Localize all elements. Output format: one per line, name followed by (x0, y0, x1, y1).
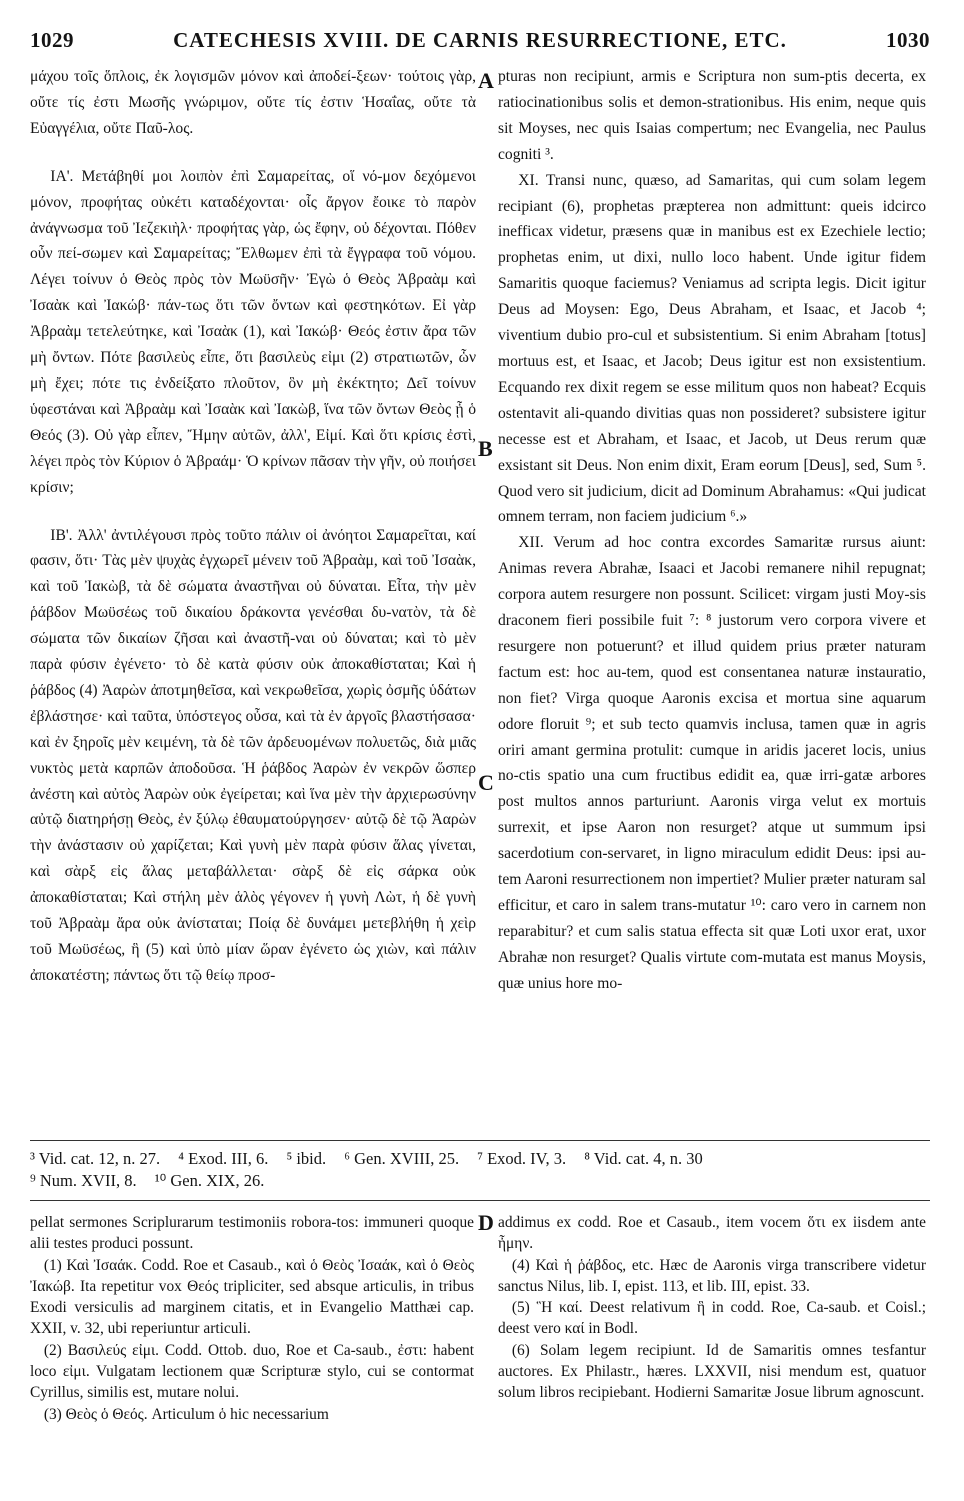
footnotes-left (30, 1212, 474, 1425)
footnote-continuation: pellat sermones Scriplurarum testimoniis robora-tos: immuneri quoque alii testes produci possunt. (30, 1214, 474, 1253)
margin-marker-c: C (478, 770, 494, 795)
greek-section-12: ΙΒ'. Ἀλλ' ἀντιλέγουσι πρὸς τοῦτο πάλιν οἱ ἀνόητοι Σαμαρεῖται, καί φασιν, ὅτι· Τὰς μὲν ψυχὰς ἐγχωρεῖ μένειν τοῦ Ἀβραὰμ, καὶ τοῦ Ἰσαὰκ, καὶ τοῦ Ἰακὼβ, τὰ δὲ σώματα ἀναστῆναι οὐ δύναται. Εἶτα, τὴν μὲν ῥάβδον Μωϋσέως τοῦ δικαίου δράκοντα γενέσθαι δυ-νατὸν, τὰ δὲ σώματα τῶν δικαίων ζῆσαι καὶ ἀναστῆ-ναι οὐ δύναται; καὶ τὸ μὲν παρὰ φύσιν ἐγένετο· τὸ δὲ κατὰ φύσιν οὐκ ἀποκαθίσταται; Καὶ ἡ ῥάβδος (4) Ἀαρὼν ἀποτμηθεῖσα, καὶ νεκρωθεῖσα, χωρὶς ὀσμῆς ὑδάτων ἐβλάστησε· καὶ ταῦτα, ὑπόστεγος οὖσα, καὶ τὰ ἐν ἀργοῖς βλαστήσασα· καὶ ἐν ξηροῖς μὲν κειμένη, τὰ δὲ τῶν ἀρδευομένων πολυετῶς, διὰ μιᾶς νυκτὸς μετὰ καρπῶν ἀποδοῦσα. Ἡ ῥάβδος Ἀαρὼν ἐν νεκρῶν ὥσπερ ἀνέστη καὶ αὐτὸς Ἀαρὼν οὐκ ἐγείρεται; καὶ ἵνα μὲν τὴν ἀρχιερωσύνην αὐτῷ διατηρήσῃ Θεὸς, ἐν ξύλῳ ἐθαυματούργησεν· αὐτῷ δὲ τῷ Ἀαρὼν τὴν ἀνάστασιν οὐ χαρίζεται; Καὶ γυνὴ μὲν παρὰ φύσιν ἅλας γίνεται, καὶ σὰρξ εἰς ἅλας μεταβάλλεται· σὰρξ δὲ εἰς σάρκα οὐκ ἀποκαθίσταται; Καὶ στήλη μὲν ἁλὸς γέγονεν ἡ γυνὴ Λὼτ, ἡ δὲ γυνὴ τοῦ Ἀβραὰμ ἄρα οὐκ ἀνίσταται; Ποίᾳ δὲ δυνάμει μετεβλήθη ἡ χεὶρ τοῦ Μωϋσέως, ἣ (5) καὶ ὑπὸ μίαν ὥραν ἐγένετο ὡς χιὼν, καὶ πάλιν ἀποκατέστη; πάντως ὅτι τῷ θείῳ προσ- (30, 526, 476, 984)
reference: ⁹ Num. XVII, 8. (30, 1171, 137, 1190)
margin-marker-b: B (478, 436, 493, 461)
latin-paragraph-1: pturas non recipiunt, armis e Scriptura non sum-ptis decerta, ex ratiocinationibus solis et demon-strationibus. His enim, neque quis sit Moyses, nec quis Isaias compertum; nec Evangelia, nec Paulus cogniti ³. (498, 68, 926, 163)
page-number-left: 1029 (30, 28, 74, 52)
reference: ⁸ Vid. cat. 4, n. 30 (584, 1149, 703, 1168)
reference: ⁶ Gen. XVIII, 25. (344, 1149, 460, 1168)
reference: ⁵ ibid. (286, 1149, 327, 1168)
footnote-6: (6) Solam legem recipiunt. Id de Samaritis omnes tesfantur auctores. Ex Philastr., hæres. LXXVII, nisi mendum est, quatuor solum libros recipiebant. Hodierni Samaritæ Josue librum agnoscunt. (498, 1341, 926, 1402)
reference: ⁷ Exod. IV, 3. (477, 1149, 567, 1168)
footnotes-right (498, 1212, 926, 1404)
notes-divider (30, 1200, 930, 1201)
reference: ¹⁰ Gen. XIX, 26. (154, 1171, 265, 1190)
latin-section-12: XII. Verum ad hoc contra excordes Samaritæ rursus aiunt: Animas revera Abrahæ, Isaaci et Jacobi remanere nihil repugnat; corpora autem resurgere non possunt. Scilicet: virgam justi Moy-sis draconem fieri possibile fuit ⁷: ⁸ justorum vero corpora vivere et resurgere non potuerunt? et illud quidem prius præter naturam factum est: hoc au-tem, quod est consentanea naturæ instauratio, non fiet? Virga quoque Aaronis excisa et mortua sine aquarum odore floruit ⁹; et sub tecto quamvis inclusa, tamen quæ in agris oriri amant germina protulit: cumque in aridis jaceret locis, unius no-ctis spatio una cum fructibus edidit ea, quæ irri-gatæ arbores post multos annos parturiunt. Aaronis virga velut ex mortuis surrexit, et ipse Aaron non resurget? atque ut summum ipsi sacerdotium con-servaret, in ligno miraculum edidit Deus: ipsi au-tem Aaroni resurrectionem non impertiet? Mulier præter naturam sal efficitur, et caro in salem trans-mutatur ¹⁰: caro vero in carnem non reparabitur? et cum salis statua effecta sit quæ Loti uxor erat, uxor Abrahæ non resurget? Qualis virtute com-mutata est manus Moysis, quæ unius hore mo- (498, 534, 926, 992)
latin-section-11: XI. Transi nunc, quæso, ad Samaritas, qui cum solam legem recipiant (6), prophetas præpterea non admittunt: queis idcirco inefficax videtur, præsens quæ in manibus est ex Ezechiele lectio; prophetas enim, ut dixi, nullo loco habent. Unde igitur fidem Samaritis quoque faciemus? Veniamus ad scripta legis. Dicit igitur Deus ad Moysen: Ego, Deus Abraham, et Isaac, et Jacob ⁴; viventium dubio pro-cul et subsistentium. Si enim Abraham [totus] mortuus est, et Isaac, et Jacob; Deus igitur est non exsistentium. Ecquando rex dixit regem se esse militum quos non habeat? Ecquis ostentavit ali-quando divitias quas non possideret? subsistere igitur necesse est et Abraham, et Isaac, et Jacob, ut Deus rerum quæ exsistant sit Deus. Non enim dixit, Eram eorum [Deus], sed, Sum ⁵. Quod vero sit judicium, dicit ad Dominum Abrahamus: «Qui judicat omnem terram, non faciem judicium ⁶.» (498, 171, 926, 526)
footnote-3-continued: addimus ex codd. Roe et Casaub., item vocem ὅτι ex iisdem ante ἦμην. (498, 1214, 926, 1253)
references-line-1 (30, 1148, 930, 1170)
margin-marker-d: D (478, 1210, 494, 1235)
footnote-2: (2) Βασιλεύς εἰμι. Codd. Ottob. duo, Roe et Ca-saub., ἐστι: habent loco εἰμι. Vulgatam lectionem quæ Scripturæ stylo, cui se contormat Cyrillus, similis est, mutare nolui. (30, 1341, 474, 1402)
running-title: CATECHESIS XVIII. DE CARNIS RESURRECTIONE, ETC. (173, 28, 787, 52)
footnote-3: (3) Θεὸς ὁ Θεός. Articulum ὁ hic necessarium (43, 1405, 329, 1423)
margin-marker-a: A (478, 68, 494, 93)
greek-column (30, 64, 476, 989)
page-header (30, 28, 930, 58)
footnote-5: (5) Ἣ καί. Deest relativum ἣ in codd. Roe, Ca-saub. et Coisl.; deest vero καί in Bodl. (498, 1299, 926, 1338)
footnote-4: (4) Καὶ ἡ ῥάβδος, etc. Hæc de Aaronis virga transcribere videtur sanctus Nilus, lib. I, epist. 113, et lib. III, epist. 33. (498, 1256, 926, 1295)
reference: ³ Vid. cat. 12, n. 27. (30, 1149, 161, 1168)
greek-section-11: ΙΑ'. Μετάβηθί μοι λοιπὸν ἐπὶ Σαμαρείτας, οἵ νό-μον δεχόμενοι μόνον, προφήτας οὐκέτι καταδέχονται· οἷς ἄργον ἔοικε τὸ παρὸν ἀνάγνωσμα τοῦ Ἰεζεκιὴλ· προφήτας γὰρ, ὡς ἔφην, οὐ δέχονται. Πόθεν οὖν πεί-σωμεν καὶ Σαμαρείτας; Ἔλθωμεν ἐπὶ τὰ ἔγγραφα τοῦ νόμου. Λέγει τοίνυν ὁ Θεὸς πρὸς τὸν Μωϋσῆν· Ἐγὼ ὁ Θεὸς Ἀβραὰμ καὶ Ἰσαὰκ καὶ Ἰακώβ· πάν-τως ὅτι τῶν ὄντων καὶ φεστηκότων. Εἰ γὰρ Ἀβραὰμ τετελεύτηκε, καὶ Ἰσαὰκ (1), καὶ Ἰακώβ· Θεός ἐστιν ἄρα τῶν μὴ ὄντων. Πότε βασιλεὺς εἶπε, ὅτι βασιλεὺς εἰμι (2) στρατιωτῶν, ὧν μὴ ἔχει; πότε τις ἐνδείξατο πλοῦτον, ὃν μὴ ἐκέκτητο; Δεῖ τοίνυν ὑφεστάναι καὶ Ἀβραὰμ καὶ Ἰσαὰκ καὶ Ἰακὼβ, ἵνα τῶν ὄντων Θεὸς ᾖ ὁ Θεός (3). Οὐ γὰρ εἶπεν, Ἤμην αὐτῶν, ἀλλ', Εἰμί. Καὶ ὅτι κρίσις ἐστὶ, λέγει πρὸς τὸν Κύριον ὁ Ἀβραάμ· Ὁ κρίνων πᾶσαν τὴν γῆν, οὐ ποιήσει κρίσιν; (30, 167, 476, 496)
scripture-references (30, 1148, 930, 1192)
latin-column (498, 64, 926, 997)
greek-paragraph-1: μάχου τοῖς ὅπλοις, ἐκ λογισμῶν μόνον καὶ ἀποδεί-ξεων· τούτοις γὰρ, οὔτε τίς ἐστι Μωσῆς γνώριμον, οὔτε τίς ἐστιν Ἡσαΐας, οὔτε τὰ Εὐαγγέλια, οὔτε Παῦ-λος. (30, 68, 476, 137)
references-line-2 (30, 1170, 930, 1192)
page-number-right: 1030 (886, 28, 930, 52)
reference: ⁴ Exod. III, 6. (178, 1149, 269, 1168)
references-divider (30, 1140, 930, 1141)
footnote-1: (1) Καὶ Ἰσαάκ. Codd. Roe et Casaub., καὶ ὁ Θεὸς Ἰσαάκ, καὶ ὁ Θεὸς Ἰακώβ. Ita repetitur vox Θεός tripliciter, sed absque articulis, in tribus Exodi versiculis ad marginem citatis, et in Evangelio Matthæi cap. XXII, v. 32, ubi reperiuntur articuli. (30, 1256, 474, 1338)
